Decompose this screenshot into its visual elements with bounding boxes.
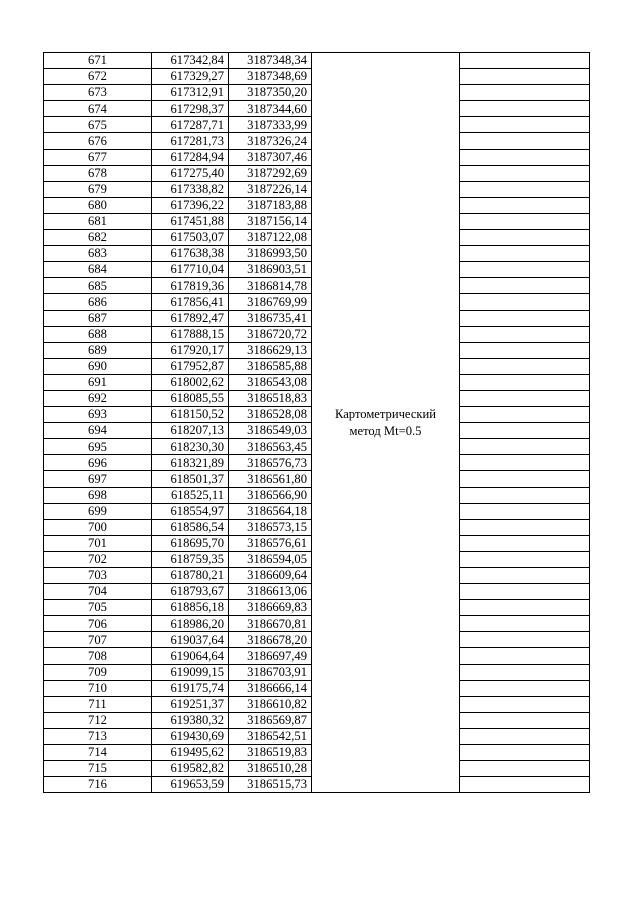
empty-note-cell bbox=[460, 85, 590, 101]
empty-note-cell bbox=[460, 390, 590, 406]
x-coordinate-cell: 617638,38 bbox=[152, 246, 229, 262]
empty-note-cell bbox=[460, 407, 590, 423]
coordinates-table-body bbox=[44, 53, 590, 793]
y-coordinate-cell: 3186573,15 bbox=[229, 519, 312, 535]
empty-note-cell bbox=[460, 648, 590, 664]
point-number-cell: 705 bbox=[44, 600, 152, 616]
y-coordinate-cell: 3186594,05 bbox=[229, 551, 312, 567]
empty-note-cell bbox=[460, 342, 590, 358]
y-coordinate-cell: 3186629,13 bbox=[229, 342, 312, 358]
y-coordinate-cell: 3186576,61 bbox=[229, 535, 312, 551]
y-coordinate-cell: 3186993,50 bbox=[229, 246, 312, 262]
x-coordinate-cell: 619251,37 bbox=[152, 696, 229, 712]
x-coordinate-cell: 618321,89 bbox=[152, 455, 229, 471]
x-coordinate-cell: 618525,11 bbox=[152, 487, 229, 503]
y-coordinate-cell: 3186703,91 bbox=[229, 664, 312, 680]
point-number-cell: 706 bbox=[44, 616, 152, 632]
y-coordinate-cell: 3187348,34 bbox=[229, 53, 312, 69]
point-number-cell: 689 bbox=[44, 342, 152, 358]
empty-note-cell bbox=[460, 262, 590, 278]
empty-note-cell bbox=[460, 101, 590, 117]
empty-note-cell bbox=[460, 728, 590, 744]
x-coordinate-cell: 619653,59 bbox=[152, 777, 229, 793]
x-coordinate-cell: 617342,84 bbox=[152, 53, 229, 69]
y-coordinate-cell: 3186569,87 bbox=[229, 712, 312, 728]
empty-note-cell bbox=[460, 358, 590, 374]
empty-note-cell bbox=[460, 439, 590, 455]
point-number-cell: 681 bbox=[44, 213, 152, 229]
x-coordinate-cell: 619099,15 bbox=[152, 664, 229, 680]
empty-note-cell bbox=[460, 664, 590, 680]
x-coordinate-cell: 618002,62 bbox=[152, 374, 229, 390]
x-coordinate-cell: 617275,40 bbox=[152, 165, 229, 181]
point-number-cell: 698 bbox=[44, 487, 152, 503]
x-coordinate-cell: 617503,07 bbox=[152, 230, 229, 246]
point-number-cell: 701 bbox=[44, 535, 152, 551]
empty-note-cell bbox=[460, 133, 590, 149]
x-coordinate-cell: 617284,94 bbox=[152, 149, 229, 165]
point-number-cell: 678 bbox=[44, 165, 152, 181]
point-number-cell: 696 bbox=[44, 455, 152, 471]
empty-note-cell bbox=[460, 149, 590, 165]
method-cell bbox=[312, 53, 460, 793]
empty-note-cell bbox=[460, 519, 590, 535]
table-row bbox=[44, 53, 590, 69]
point-number-cell: 683 bbox=[44, 246, 152, 262]
empty-note-cell bbox=[460, 696, 590, 712]
empty-note-cell bbox=[460, 423, 590, 439]
point-number-cell: 713 bbox=[44, 728, 152, 744]
method-accuracy: метод Mt=0.5 bbox=[349, 423, 422, 438]
empty-note-cell bbox=[460, 777, 590, 793]
x-coordinate-cell: 618780,21 bbox=[152, 568, 229, 584]
empty-note-cell bbox=[460, 326, 590, 342]
x-coordinate-cell: 618986,20 bbox=[152, 616, 229, 632]
y-coordinate-cell: 3187350,20 bbox=[229, 85, 312, 101]
point-number-cell: 708 bbox=[44, 648, 152, 664]
x-coordinate-cell: 617952,87 bbox=[152, 358, 229, 374]
point-number-cell: 680 bbox=[44, 197, 152, 213]
point-number-cell: 697 bbox=[44, 471, 152, 487]
empty-note-cell bbox=[460, 197, 590, 213]
empty-note-cell bbox=[460, 230, 590, 246]
point-number-cell: 704 bbox=[44, 584, 152, 600]
empty-note-cell bbox=[460, 117, 590, 133]
point-number-cell: 695 bbox=[44, 439, 152, 455]
coordinates-table bbox=[43, 52, 590, 793]
point-number-cell: 685 bbox=[44, 278, 152, 294]
y-coordinate-cell: 3186518,83 bbox=[229, 390, 312, 406]
y-coordinate-cell: 3187307,46 bbox=[229, 149, 312, 165]
x-coordinate-cell: 619495,62 bbox=[152, 745, 229, 761]
y-coordinate-cell: 3186610,82 bbox=[229, 696, 312, 712]
empty-note-cell bbox=[460, 680, 590, 696]
empty-note-cell bbox=[460, 53, 590, 69]
y-coordinate-cell: 3186585,88 bbox=[229, 358, 312, 374]
x-coordinate-cell: 617892,47 bbox=[152, 310, 229, 326]
y-coordinate-cell: 3186563,45 bbox=[229, 439, 312, 455]
y-coordinate-cell: 3186609,64 bbox=[229, 568, 312, 584]
y-coordinate-cell: 3187333,99 bbox=[229, 117, 312, 133]
x-coordinate-cell: 618554,97 bbox=[152, 503, 229, 519]
point-number-cell: 675 bbox=[44, 117, 152, 133]
y-coordinate-cell: 3186576,73 bbox=[229, 455, 312, 471]
y-coordinate-cell: 3186678,20 bbox=[229, 632, 312, 648]
y-coordinate-cell: 3186519,83 bbox=[229, 745, 312, 761]
x-coordinate-cell: 618793,67 bbox=[152, 584, 229, 600]
x-coordinate-cell: 617396,22 bbox=[152, 197, 229, 213]
y-coordinate-cell: 3187226,14 bbox=[229, 181, 312, 197]
empty-note-cell bbox=[460, 246, 590, 262]
empty-note-cell bbox=[460, 503, 590, 519]
empty-note-cell bbox=[460, 535, 590, 551]
y-coordinate-cell: 3186814,78 bbox=[229, 278, 312, 294]
x-coordinate-cell: 617329,27 bbox=[152, 69, 229, 85]
point-number-cell: 711 bbox=[44, 696, 152, 712]
empty-note-cell bbox=[460, 455, 590, 471]
x-coordinate-cell: 618856,18 bbox=[152, 600, 229, 616]
x-coordinate-cell: 619064,64 bbox=[152, 648, 229, 664]
x-coordinate-cell: 618501,37 bbox=[152, 471, 229, 487]
x-coordinate-cell: 617338,82 bbox=[152, 181, 229, 197]
x-coordinate-cell: 617451,88 bbox=[152, 213, 229, 229]
x-coordinate-cell: 619430,69 bbox=[152, 728, 229, 744]
x-coordinate-cell: 617312,91 bbox=[152, 85, 229, 101]
y-coordinate-cell: 3186670,81 bbox=[229, 616, 312, 632]
point-number-cell: 687 bbox=[44, 310, 152, 326]
x-coordinate-cell: 618207,13 bbox=[152, 423, 229, 439]
point-number-cell: 692 bbox=[44, 390, 152, 406]
x-coordinate-cell: 618759,35 bbox=[152, 551, 229, 567]
method-name: Картометрический bbox=[334, 406, 437, 421]
y-coordinate-cell: 3186510,28 bbox=[229, 761, 312, 777]
point-number-cell: 716 bbox=[44, 777, 152, 793]
y-coordinate-cell: 3187292,69 bbox=[229, 165, 312, 181]
empty-note-cell bbox=[460, 181, 590, 197]
point-number-cell: 700 bbox=[44, 519, 152, 535]
empty-note-cell bbox=[460, 374, 590, 390]
empty-note-cell bbox=[460, 712, 590, 728]
point-number-cell: 709 bbox=[44, 664, 152, 680]
y-coordinate-cell: 3186542,51 bbox=[229, 728, 312, 744]
point-number-cell: 688 bbox=[44, 326, 152, 342]
point-number-cell: 673 bbox=[44, 85, 152, 101]
x-coordinate-cell: 619582,82 bbox=[152, 761, 229, 777]
point-number-cell: 693 bbox=[44, 407, 152, 423]
x-coordinate-cell: 618150,52 bbox=[152, 407, 229, 423]
y-coordinate-cell: 3186903,51 bbox=[229, 262, 312, 278]
point-number-cell: 699 bbox=[44, 503, 152, 519]
y-coordinate-cell: 3187156,14 bbox=[229, 213, 312, 229]
point-number-cell: 690 bbox=[44, 358, 152, 374]
empty-note-cell bbox=[460, 69, 590, 85]
y-coordinate-cell: 3187344,60 bbox=[229, 101, 312, 117]
point-number-cell: 703 bbox=[44, 568, 152, 584]
point-number-cell: 672 bbox=[44, 69, 152, 85]
x-coordinate-cell: 617856,41 bbox=[152, 294, 229, 310]
x-coordinate-cell: 617819,36 bbox=[152, 278, 229, 294]
point-number-cell: 686 bbox=[44, 294, 152, 310]
point-number-cell: 702 bbox=[44, 551, 152, 567]
x-coordinate-cell: 617298,37 bbox=[152, 101, 229, 117]
x-coordinate-cell: 619175,74 bbox=[152, 680, 229, 696]
y-coordinate-cell: 3186564,18 bbox=[229, 503, 312, 519]
empty-note-cell bbox=[460, 310, 590, 326]
y-coordinate-cell: 3186566,90 bbox=[229, 487, 312, 503]
x-coordinate-cell: 618586,54 bbox=[152, 519, 229, 535]
point-number-cell: 671 bbox=[44, 53, 152, 69]
empty-note-cell bbox=[460, 165, 590, 181]
y-coordinate-cell: 3186720,72 bbox=[229, 326, 312, 342]
point-number-cell: 712 bbox=[44, 712, 152, 728]
empty-note-cell bbox=[460, 616, 590, 632]
empty-note-cell bbox=[460, 632, 590, 648]
point-number-cell: 694 bbox=[44, 423, 152, 439]
empty-note-cell bbox=[460, 294, 590, 310]
y-coordinate-cell: 3187348,69 bbox=[229, 69, 312, 85]
y-coordinate-cell: 3186697,49 bbox=[229, 648, 312, 664]
x-coordinate-cell: 618695,70 bbox=[152, 535, 229, 551]
empty-note-cell bbox=[460, 278, 590, 294]
empty-note-cell bbox=[460, 551, 590, 567]
point-number-cell: 707 bbox=[44, 632, 152, 648]
empty-note-cell bbox=[460, 487, 590, 503]
x-coordinate-cell: 618085,55 bbox=[152, 390, 229, 406]
point-number-cell: 679 bbox=[44, 181, 152, 197]
point-number-cell: 691 bbox=[44, 374, 152, 390]
point-number-cell: 715 bbox=[44, 761, 152, 777]
x-coordinate-cell: 617920,17 bbox=[152, 342, 229, 358]
empty-note-cell bbox=[460, 471, 590, 487]
x-coordinate-cell: 617710,04 bbox=[152, 262, 229, 278]
empty-note-cell bbox=[460, 600, 590, 616]
y-coordinate-cell: 3186735,41 bbox=[229, 310, 312, 326]
y-coordinate-cell: 3186528,08 bbox=[229, 407, 312, 423]
x-coordinate-cell: 617888,15 bbox=[152, 326, 229, 342]
y-coordinate-cell: 3186666,14 bbox=[229, 680, 312, 696]
y-coordinate-cell: 3186669,83 bbox=[229, 600, 312, 616]
x-coordinate-cell: 618230,30 bbox=[152, 439, 229, 455]
empty-note-cell bbox=[460, 568, 590, 584]
point-number-cell: 676 bbox=[44, 133, 152, 149]
point-number-cell: 677 bbox=[44, 149, 152, 165]
x-coordinate-cell: 619380,32 bbox=[152, 712, 229, 728]
y-coordinate-cell: 3186549,03 bbox=[229, 423, 312, 439]
y-coordinate-cell: 3187122,08 bbox=[229, 230, 312, 246]
y-coordinate-cell: 3186613,06 bbox=[229, 584, 312, 600]
y-coordinate-cell: 3187326,24 bbox=[229, 133, 312, 149]
point-number-cell: 682 bbox=[44, 230, 152, 246]
y-coordinate-cell: 3187183,88 bbox=[229, 197, 312, 213]
x-coordinate-cell: 617281,73 bbox=[152, 133, 229, 149]
y-coordinate-cell: 3186543,08 bbox=[229, 374, 312, 390]
x-coordinate-cell: 619037,64 bbox=[152, 632, 229, 648]
empty-note-cell bbox=[460, 584, 590, 600]
y-coordinate-cell: 3186515,73 bbox=[229, 777, 312, 793]
point-number-cell: 684 bbox=[44, 262, 152, 278]
x-coordinate-cell: 617287,71 bbox=[152, 117, 229, 133]
y-coordinate-cell: 3186769,99 bbox=[229, 294, 312, 310]
point-number-cell: 714 bbox=[44, 745, 152, 761]
y-coordinate-cell: 3186561,80 bbox=[229, 471, 312, 487]
empty-note-cell bbox=[460, 761, 590, 777]
point-number-cell: 710 bbox=[44, 680, 152, 696]
empty-note-cell bbox=[460, 213, 590, 229]
empty-note-cell bbox=[460, 745, 590, 761]
point-number-cell: 674 bbox=[44, 101, 152, 117]
